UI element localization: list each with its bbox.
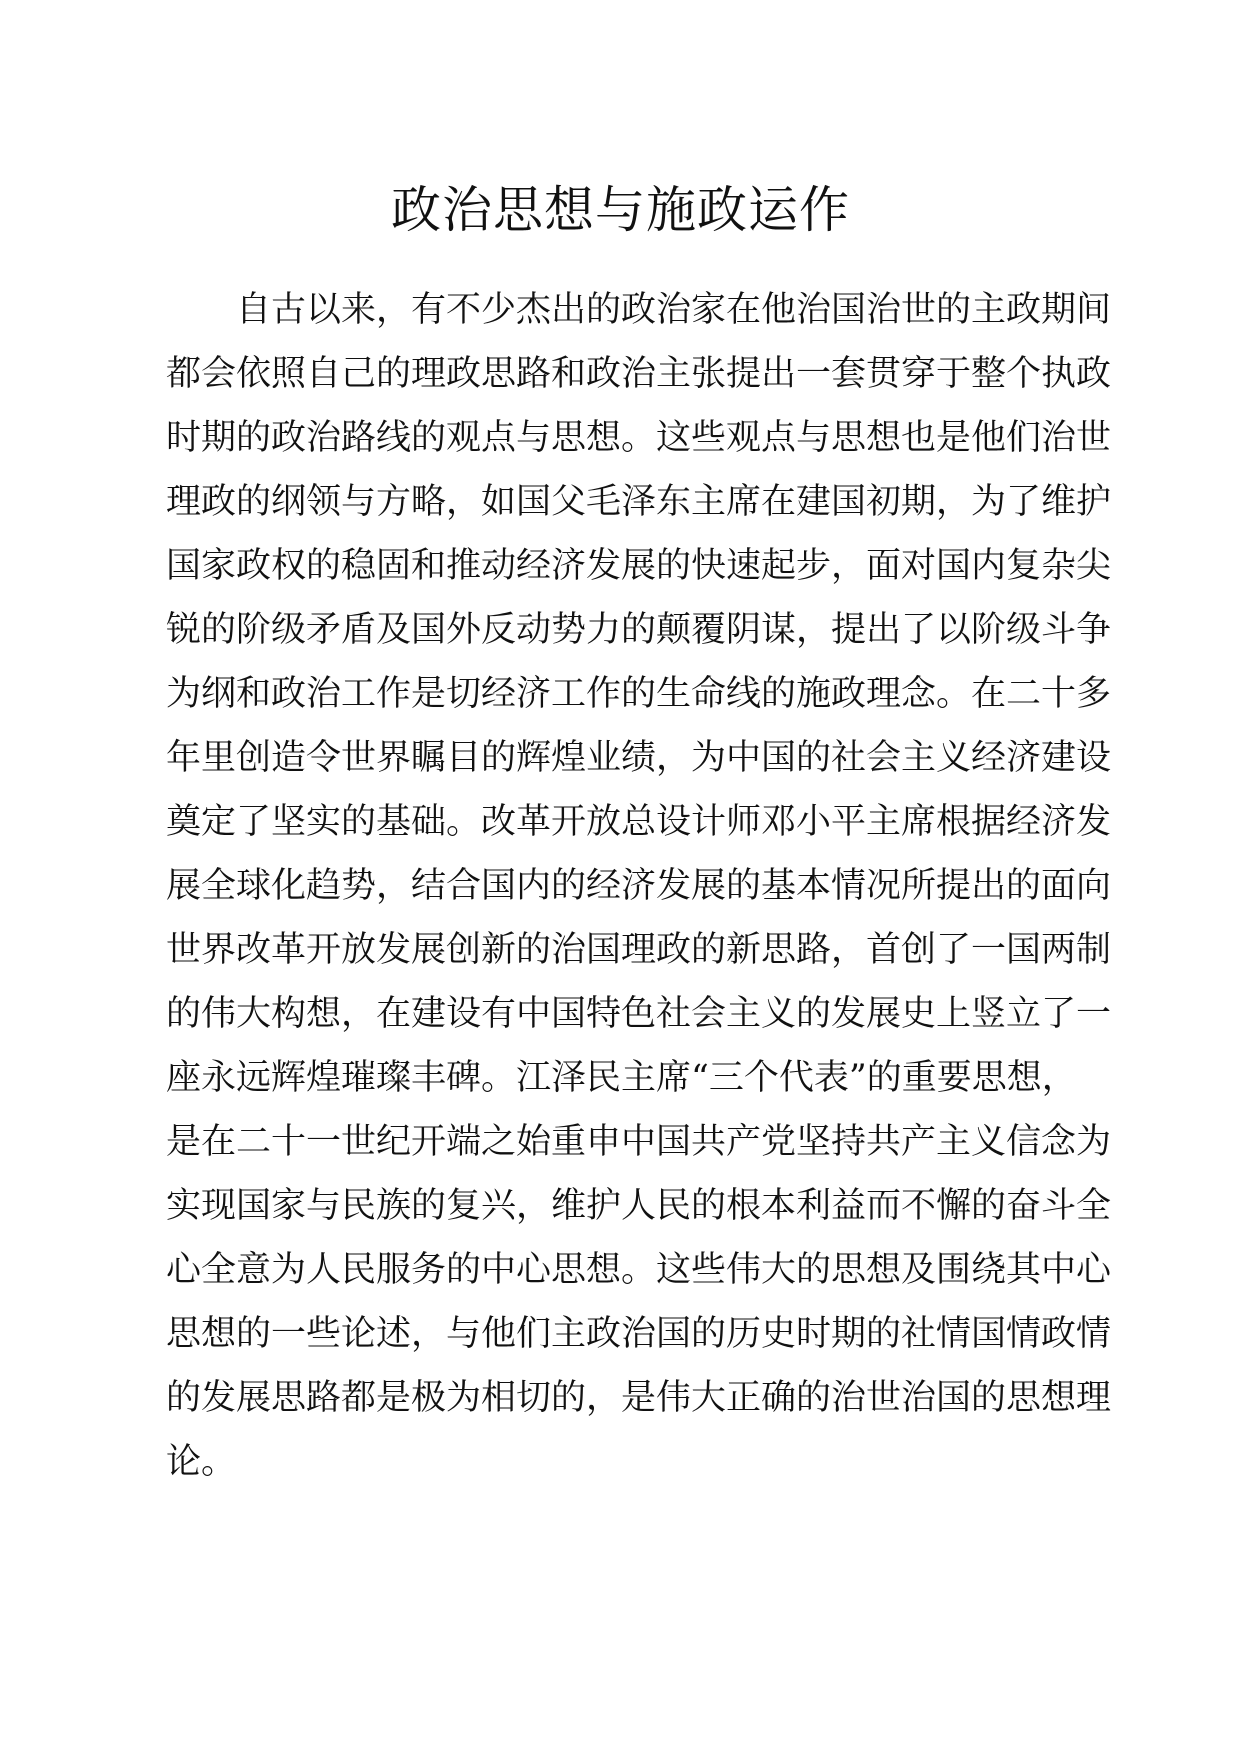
- paragraph-line: 的伟大构想，在建设有中国特色社会主义的发展史上竖立了一: [166, 994, 1112, 1034]
- document-body: [166, 278, 1112, 1494]
- paragraph-line: 自古以来，有不少杰出的政治家在他治国治世的主政期间: [236, 290, 1112, 330]
- paragraph-line: 思想的一些论述，与他们主政治国的历史时期的社情国情政情: [166, 1314, 1112, 1354]
- paragraph-line: 奠定了坚实的基础。改革开放总设计师邓小平主席根据经济发: [166, 802, 1112, 842]
- paragraph-line: 为纲和政治工作是切经济工作的生命线的施政理念。在二十多: [166, 674, 1112, 714]
- paragraph-line: 实现国家与民族的复兴，维护人民的根本利益而不懈的奋斗全: [166, 1186, 1112, 1226]
- paragraph-line: 世界改革开放发展创新的治国理政的新思路，首创了一国两制: [166, 930, 1112, 970]
- paragraph-line: 时期的政治路线的观点与思想。这些观点与思想也是他们治世: [166, 418, 1112, 458]
- paragraph-line: 的发展思路都是极为相切的，是伟大正确的治世治国的思想理: [166, 1378, 1112, 1418]
- paragraph-line: 是在二十一世纪开端之始重申中国共产党坚持共产主义信念为: [166, 1122, 1112, 1162]
- paragraph-line: 心全意为人民服务的中心思想。这些伟大的思想及围绕其中心: [166, 1250, 1112, 1290]
- paragraph-line: 展全球化趋势，结合国内的经济发展的基本情况所提出的面向: [166, 866, 1112, 906]
- paragraph-line: 年里创造令世界瞩目的辉煌业绩，为中国的社会主义经济建设: [166, 738, 1112, 778]
- paragraph-line: 理政的纲领与方略，如国父毛泽东主席在建国初期，为了维护: [166, 482, 1112, 522]
- paragraph-line: 国家政权的稳固和推动经济发展的快速起步，面对国内复杂尖: [166, 546, 1112, 586]
- paragraph-line: 都会依照自己的理政思路和政治主张提出一套贯穿于整个执政: [166, 354, 1112, 394]
- paragraph-line: 锐的阶级矛盾及国外反动势力的颠覆阴谋，提出了以阶级斗争: [166, 610, 1112, 650]
- paragraph-line: 论。: [166, 1442, 237, 1482]
- document-title: 政治思想与施政运作: [391, 181, 850, 239]
- paragraph-line: 座永远辉煌璀璨丰碑。江泽民主席“三个代表”的重要思想，: [166, 1058, 1077, 1098]
